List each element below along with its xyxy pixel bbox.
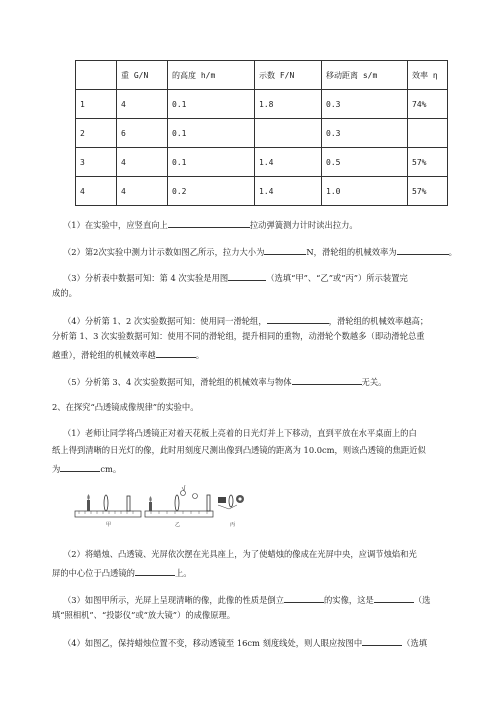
table-header-cell: 示数 F/N [255, 61, 322, 90]
q2-item-1-text: （1）老师让同学将凸透镜正对着天花板上亮着的日光灯并上下移动，直到平放在水平桌面上的白 [63, 428, 417, 438]
table-cell: 1.8 [255, 90, 322, 119]
q1-item-1-text: （1）在实验中，应竖直向上 [63, 220, 168, 230]
q1-item-3-text-cont: 成的。 [52, 288, 77, 298]
answer-blank[interactable] [228, 271, 266, 281]
answer-blank[interactable] [284, 593, 324, 603]
table-header-cell: 的高度 h/m [168, 61, 255, 90]
table-row [76, 119, 448, 148]
table-header-cell [76, 61, 117, 90]
answer-blank[interactable] [374, 593, 414, 603]
q2-item-1-text-line3-end: cm。 [100, 464, 122, 474]
q1-item-4-text: （4）分析第 1、2 次实验数据可知：使用同一滑轮组， [63, 316, 267, 326]
table-row [76, 177, 448, 206]
table-row [76, 148, 448, 177]
table-cell: 57% [408, 177, 448, 206]
q2-item-1-text-line2: 纸上得到清晰的日光灯的像，此时用刻度尺测出像到凸透镜的距离为 10.0cm，则该凸透镜的焦距近似 [52, 445, 426, 455]
q1-item-4-text-end: ，滑轮组的机械效率越高； [328, 316, 429, 326]
q2-item-1 [63, 428, 483, 439]
q2-item-2-text-line2-end: 上。 [174, 568, 192, 578]
q2-item-4-text-end: （选填 [402, 638, 428, 648]
table-cell: 4 [117, 177, 168, 206]
q2-item-2-text: （2）将蜡烛、凸透镜、光屏依次摆在光具座上，为了使蜡烛的像成在光屏中央，应调节烛焰和光 [63, 549, 417, 559]
q1-item-3-text: （3）分析表中数据可知：第 4 次实验是用图 [63, 273, 229, 283]
q1-item-3-text-end: （选填“甲”、“乙”或“丙”）所示装置完 [266, 273, 408, 283]
q2-item-1-text-line3: 为 [52, 464, 61, 474]
q1-item-5 [63, 375, 483, 388]
table-row [76, 90, 448, 119]
table-cell: 1.4 [255, 177, 322, 206]
table-cell: 74% [408, 90, 448, 119]
fig-label-yi: 乙 [175, 522, 181, 528]
fig-label-jia: 甲 [106, 522, 112, 528]
table-cell: 1.0 [322, 177, 408, 206]
table-header-cell: 效率 η [408, 61, 448, 90]
answer-blank[interactable] [156, 348, 196, 358]
q1-item-5-text-end: 无关。 [361, 377, 387, 387]
table-cell: 2 [76, 119, 117, 148]
q2-item-3-text-mid: 的实像，这是 [324, 595, 374, 605]
experiment-table [75, 60, 448, 206]
q2-item-4-text: （4）如图乙，保持蜡烛位置不变，移动透镜至 16cm 刻度线处，则人眼应按图中 [63, 638, 363, 648]
table-cell [255, 119, 322, 148]
answer-blank[interactable] [267, 314, 329, 324]
bench-yi [145, 485, 213, 517]
q2-item-3-text-line2: 填“照相机”、“投影仪”或“放大镜”）的成像原理。 [52, 610, 236, 620]
q1-item-1-text-end: 拉动弹簧测力计时读出拉力。 [249, 220, 358, 230]
table-header-cell: 移动距离 s/m [322, 61, 408, 90]
answer-blank[interactable] [264, 245, 306, 255]
q1-item-4-text-line3: 越重），滑轮组的机械效率越 [52, 350, 156, 360]
answer-blank[interactable] [60, 462, 100, 472]
table-cell: 0.2 [168, 177, 255, 206]
q1-item-2-text: （2）第2次实验中测力计示数如图乙所示，拉力大小为 [63, 247, 265, 257]
optical-bench-figure [73, 483, 253, 533]
table-cell: 4 [117, 90, 168, 119]
q2-item-2 [63, 549, 483, 560]
answer-blank[interactable] [168, 218, 250, 228]
table-cell: 0.5 [322, 148, 408, 177]
q2-item-1-line3 [52, 462, 472, 475]
table-cell: 0.1 [168, 148, 255, 177]
q2-title-text: 2、在探究“凸透镜成像规律”的实验中。 [52, 402, 199, 412]
table-cell: 0.3 [322, 119, 408, 148]
q1-item-4-line3 [52, 348, 472, 361]
q1-item-1 [63, 218, 483, 231]
table-cell: 4 [76, 177, 117, 206]
bench-jia [75, 494, 141, 517]
table-cell: 57% [408, 148, 448, 177]
answer-blank[interactable] [362, 636, 402, 646]
answer-blank[interactable] [135, 566, 175, 576]
q1-item-3-cont [52, 288, 472, 299]
fig-label-bing: 丙 [230, 522, 236, 528]
q2-item-2-text-line2: 屏的中心位于凸透镜的 [52, 568, 135, 578]
q2-item-4 [63, 636, 483, 649]
table-cell: 4 [117, 148, 168, 177]
table-cell: 1.4 [255, 148, 322, 177]
q2-item-3 [63, 593, 483, 606]
table-cell [408, 119, 448, 148]
q1-item-4-text-line3-end: 。 [195, 350, 205, 360]
table-cell: 1 [76, 90, 117, 119]
q2-title [52, 402, 472, 413]
table-cell: 3 [76, 148, 117, 177]
q1-item-4-text-line2: 分析第 1、3 次实验数据可知：使用不同的滑轮组，提升相同的重物，动滑轮个数越多（即动滑轮总重 [52, 331, 425, 341]
table-cell: 6 [117, 119, 168, 148]
q1-item-2 [63, 245, 483, 258]
q2-item-2-line2 [52, 566, 472, 579]
q1-item-2-text-mid: N，滑轮组的机械效率为 [306, 247, 397, 257]
q1-item-4 [63, 314, 483, 327]
q1-item-4-line2 [52, 331, 472, 342]
q2-item-3-line2 [52, 610, 472, 621]
table-header-row [76, 61, 448, 90]
table-cell: 0.1 [168, 119, 255, 148]
q2-item-3-text-end: （选 [413, 595, 431, 605]
table-cell: 0.1 [168, 90, 255, 119]
q2-item-3-text: （3）如图甲所示，光屏上呈现清晰的像，此像的性质是倒立 [63, 595, 284, 605]
answer-blank[interactable] [292, 375, 362, 385]
q1-item-5-text: （5）分析第 3、4 次实验数据可知，滑轮组的机械效率与物体 [63, 377, 292, 387]
figure-bing [218, 495, 244, 509]
q1-item-2-text-end: 。 [448, 247, 457, 257]
q1-item-3 [63, 271, 483, 284]
answer-blank[interactable] [397, 245, 449, 255]
table-header-cell: 重 G/N [117, 61, 168, 90]
table-cell: 0.3 [322, 90, 408, 119]
q2-item-1-line2 [52, 445, 472, 456]
